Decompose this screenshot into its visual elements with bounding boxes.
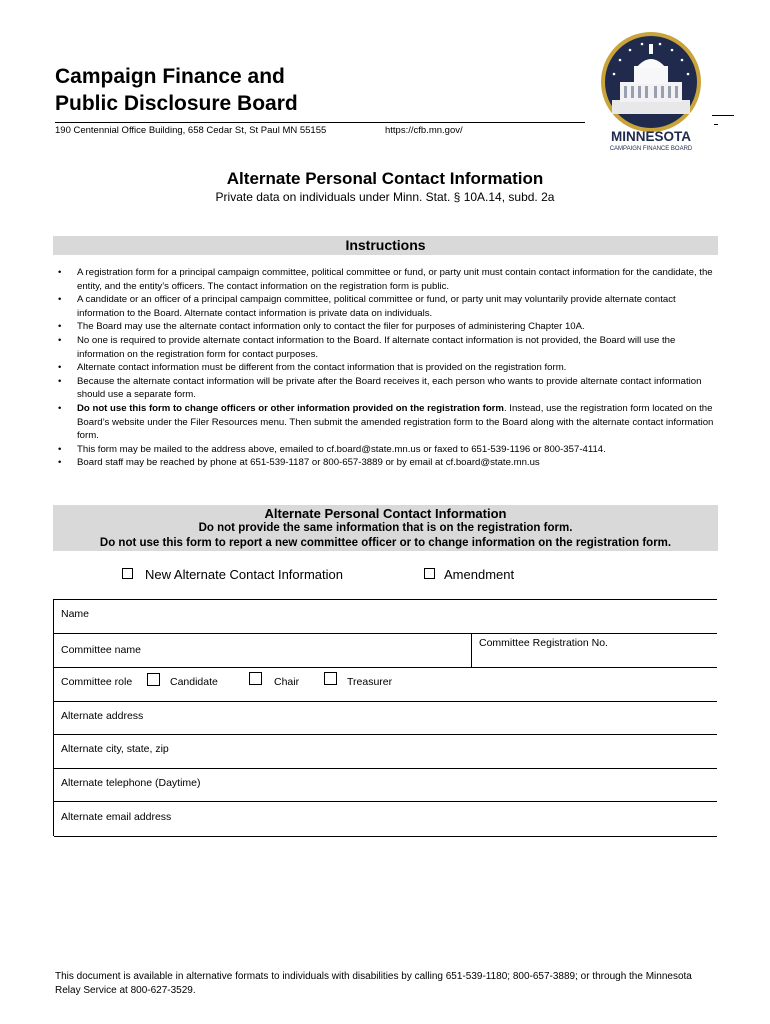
minnesota-cfb-seal-icon <box>590 30 712 152</box>
alt-city-label: Alternate city, state, zip <box>61 743 169 755</box>
instruction-item-bold <box>55 402 720 443</box>
instruction-item: • This form may be mailed to the address above, emailed to cf.board@state.mn.us or faxed to 651-539-1196 or 800-357-4114. <box>55 443 720 457</box>
alt-city-row[interactable] <box>54 734 717 769</box>
section-header <box>53 505 718 551</box>
instruction-item: • Board staff may be reached by phone at 651-539-1187 or 800-657-3889 or by email at cf.board@state.mn.us <box>55 456 720 470</box>
section-note-2: Do not use this form to report a new committee officer or to change information on the registration form. <box>99 537 672 549</box>
option-amendment[interactable] <box>424 567 514 582</box>
alt-phone-label: Alternate telephone (Daytime) <box>61 777 201 789</box>
instruction-item: • The Board may use the alternate contact information only to contact the filer for purposes of administering Chapter 10A. <box>55 320 720 334</box>
option-amendment-label: Amendment <box>444 567 515 582</box>
instruction-item: • A candidate or an officer of a principal campaign committee, political committee or fund, or party unit may voluntarily provide alternate contact information to the Board. Alternate contact information is private data on individuals. <box>55 293 720 320</box>
board-website[interactable]: https://cfb.mn.gov/ <box>385 125 463 136</box>
committee-reg-no-field[interactable] <box>471 634 718 668</box>
committee-role-label: Committee role <box>61 676 133 688</box>
accessibility-footer: This document is available in alternative formats to individuals with disabilities by calling 651-539-1180; 800-657-3889; or through the Minnesota Relay Service at 800-627-3529. <box>55 971 692 996</box>
option-new-label: New Alternate Contact Information <box>145 567 343 582</box>
form-subtitle: Private data on individuals under Minn. Stat. § 10A.14, subd. 2a <box>215 190 555 204</box>
committee-name-label: Committee name <box>61 644 141 656</box>
seal-subtext: CAMPAIGN FINANCE BOARD <box>609 146 693 152</box>
seal-text: MINNESOTA <box>611 129 691 144</box>
name-row[interactable] <box>54 599 717 634</box>
instruction-bold-text: Do not use this form to change officers or other information provided on the registration form <box>77 402 504 414</box>
instruction-rest-text: . Instead, use the registration form located on the Board’s website under the Filer Resources menu. Then submit the amended registration form to the Board along with the alternate contact information form. <box>77 402 714 442</box>
org-title-line2: Public Disclosure Board <box>55 92 298 115</box>
candidate-checkbox[interactable] <box>147 673 160 686</box>
header-rule <box>55 122 585 123</box>
chair-checkbox[interactable] <box>249 672 262 685</box>
committee-name-row[interactable] <box>54 633 717 668</box>
org-title-line1: Campaign Finance and <box>55 65 285 88</box>
alt-email-row[interactable] <box>54 801 717 837</box>
instructions-heading: Instructions <box>53 236 718 255</box>
new-checkbox[interactable] <box>122 568 133 579</box>
amendment-checkbox[interactable] <box>424 568 435 579</box>
board-address: 190 Centennial Office Building, 658 Cedar St, St Paul MN 55155 <box>55 125 327 136</box>
instruction-item: • No one is required to provide alternate contact information to the Board. If alternate contact information is not provided, the Board will use the information on the registration form for contact purposes. <box>55 334 720 361</box>
section-title: Alternate Personal Contact Information <box>264 506 507 521</box>
instruction-item: • A registration form for a principal campaign committee, political committee or fund, or party unit must contain contact information for the candidate, the entity, and the entity’s officers. The contact information on the registration form is public. <box>55 266 720 293</box>
section-note-1: Do not provide the same information that is on the registration form. <box>198 522 573 534</box>
contact-form <box>53 599 717 836</box>
header-mark-small <box>714 124 718 125</box>
alt-phone-row[interactable] <box>54 768 717 802</box>
instruction-item: • Because the alternate contact information will be private after the Board receives it, each person who wants to provide alternate contact information should use a separate form. <box>55 375 720 402</box>
candidate-label: Candidate <box>170 676 218 688</box>
name-label: Name <box>61 608 90 620</box>
alt-address-row[interactable] <box>54 701 717 735</box>
committee-reg-no-label: Committee Registration No. <box>479 637 608 649</box>
instruction-item: • Alternate contact information must be different from the contact information that is provided on the registration form. <box>55 361 720 375</box>
org-title <box>55 63 298 117</box>
option-new[interactable] <box>122 567 343 582</box>
treasurer-label: Treasurer <box>347 676 393 688</box>
committee-role-row <box>54 667 717 702</box>
form-title: Alternate Personal Contact Information <box>226 169 544 188</box>
instructions-list <box>55 266 720 470</box>
header-mark <box>712 115 734 116</box>
alt-address-label: Alternate address <box>61 710 144 722</box>
alt-email-label: Alternate email address <box>61 811 172 823</box>
treasurer-checkbox[interactable] <box>324 672 337 685</box>
chair-label: Chair <box>274 676 300 688</box>
